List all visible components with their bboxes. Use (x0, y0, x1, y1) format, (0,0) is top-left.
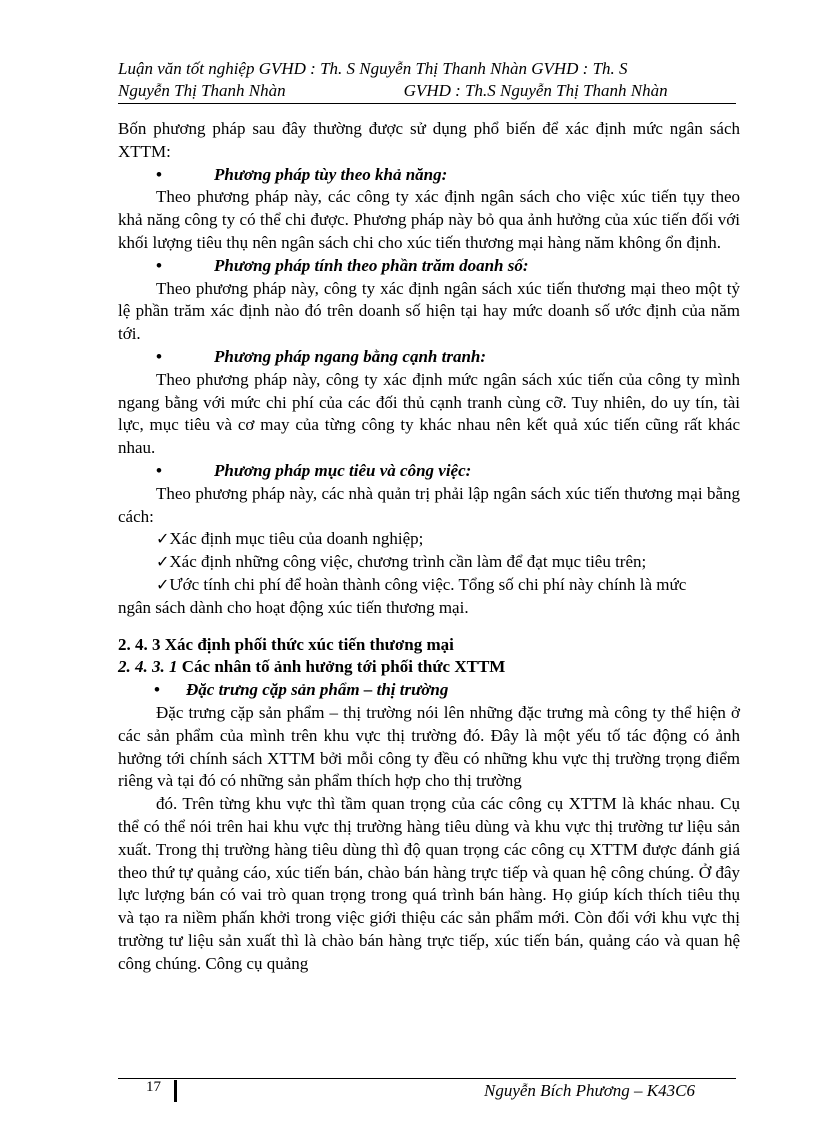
method-1-heading: • Phương pháp tùy theo khả năng: (118, 164, 740, 187)
header-line-2-left: Nguyễn Thị Thanh Nhàn (118, 81, 286, 100)
bullet-icon: • (156, 346, 162, 366)
method-1-paragraph: Theo phương pháp này, các công ty xác định ngân sách cho việc xúc tiến tụy theo khả năng công ty có thể chi được. Phương pháp này bỏ qua ảnh hưởng của xúc tiến đối với khối lượng tiêu thụ nên ngân sách chi cho xúc tiến thương mại hàng năm không ổn định. (118, 187, 740, 252)
header-line-1: Luận văn tốt nghiệp GVHD : Th. S Nguyễn Thị Thanh Nhàn GVHD : Th. S (118, 59, 628, 78)
checklist-continuation: ngân sách dành cho hoạt động xúc tiến thương mại. (118, 597, 469, 617)
method-2-heading: • Phương pháp tính theo phần trăm doanh số: (118, 255, 740, 278)
intro-paragraph: Bốn phương pháp sau đây thường được sử dụng phổ biến để xác định mức ngân sách XTTM: (118, 119, 740, 161)
factor-1-heading: • Đặc trưng cặp sản phẩm – thị trường (118, 679, 740, 702)
header-rule (118, 103, 736, 104)
method-4-heading: • Phương pháp mục tiêu và công việc: (118, 460, 740, 483)
method-3-paragraph: Theo phương pháp này, công ty xác định mức ngân sách xúc tiến của công ty mình ngang bằng với mức chi phí của các đối thủ cạnh tranh cùng cỡ. Tuy nhiên, do uy tín, tài lực, mục tiêu và cơ may của từng công ty khác nhau nên kết quả xúc tiến cũng rất khác nhau. (118, 369, 740, 458)
subsection-title: Các nhân tố ảnh hưởng tới phối thức XTTM (181, 657, 506, 677)
bullet-icon: • (156, 460, 162, 480)
checkmark-icon: ✓ (156, 574, 170, 594)
header-line-2-right: GVHD : Th.S Nguyễn Thị Thanh Nhàn (403, 81, 668, 100)
method-2-paragraph: Theo phương pháp này, công ty xác định ngân sách xúc tiến thương mại theo một tỷ lệ phần trăm xác định nào đó trên doanh số hiện tại hay mức doanh số ước định của năm tới. (118, 278, 740, 344)
footer-divider (174, 1080, 177, 1102)
bullet-icon: • (154, 680, 160, 700)
checklist-item: ✓Xác định mục tiêu của doanh nghiệp; (156, 529, 424, 549)
bullet-icon: • (156, 255, 162, 275)
footer-author: Nguyễn Bích Phương – K43C6 (484, 1081, 695, 1100)
checklist-item: ✓Xác định những công việc, chương trình cần làm để đạt mục tiêu trên; (156, 552, 647, 572)
method-4-paragraph: Theo phương pháp này, các nhà quản trị phải lập ngân sách xúc tiến thương mại bằng cách: (118, 483, 740, 526)
checkmark-icon: ✓ (156, 529, 170, 549)
body-text (118, 118, 740, 975)
header-line-2 (118, 80, 736, 102)
subsection-number: 2. 4. 3. 1 (118, 657, 178, 677)
method-3-heading: • Phương pháp ngang bằng cạnh tranh: (118, 346, 740, 369)
footer-rule (118, 1078, 736, 1079)
factor-1-paragraph-b: đó. Trên từng khu vực thì tầm quan trọng của các công cụ XTTM là khác nhau. Cụ thể có thể nói trên hai khu vực thị trường hàng tiêu dùng và khu vực thị trường tư liệu sản xuất. Trong thị trường hàng tiêu dùng thì độ quan trọng các công cụ XTTM được đánh giá theo thứ tự quảng cáo, xúc tiến bán, chào bán hàng trực tiếp và quan hệ công chúng. Ở đây lực lượng bán có vai trò quan trọng trong quá trình bán hàng. Họ giúp kích thích tiêu thụ và tạo ra niềm phấn khởi trong việc giới thiệu các sản phẩm mới. Còn đối với khu vực thị trường tư liệu sản xuất thì là chào bán hàng trực tiếp, xúc tiến bán, quảng cáo và quan hệ công chúng. Công cụ quảng (118, 794, 740, 973)
factor-1-paragraph-a: Đặc trưng cặp sản phẩm – thị trường nói lên những đặc trưng mà công ty thể hiện ở các sản phẩm của mình trên khu vực thị trường đó. Đây là một yếu tố tác động có ảnh hưởng tới chính sách XTTM bởi mỗi công ty đều có những khu vực thị trường trọng điểm riêng và tại đó có những sản phẩm thích hợp cho thị trường (118, 702, 740, 791)
page-number: 17 (146, 1079, 161, 1095)
bullet-icon: • (156, 164, 162, 184)
section-heading: 2. 4. 3 Xác định phối thức xúc tiến thương mại (118, 634, 454, 654)
running-header (118, 58, 736, 102)
subsection-heading (118, 656, 740, 679)
checklist-item: ✓Ước tính chi phí để hoàn thành công việc. Tổng số chi phí này chính là mức (156, 574, 687, 594)
checkmark-icon: ✓ (156, 552, 170, 572)
